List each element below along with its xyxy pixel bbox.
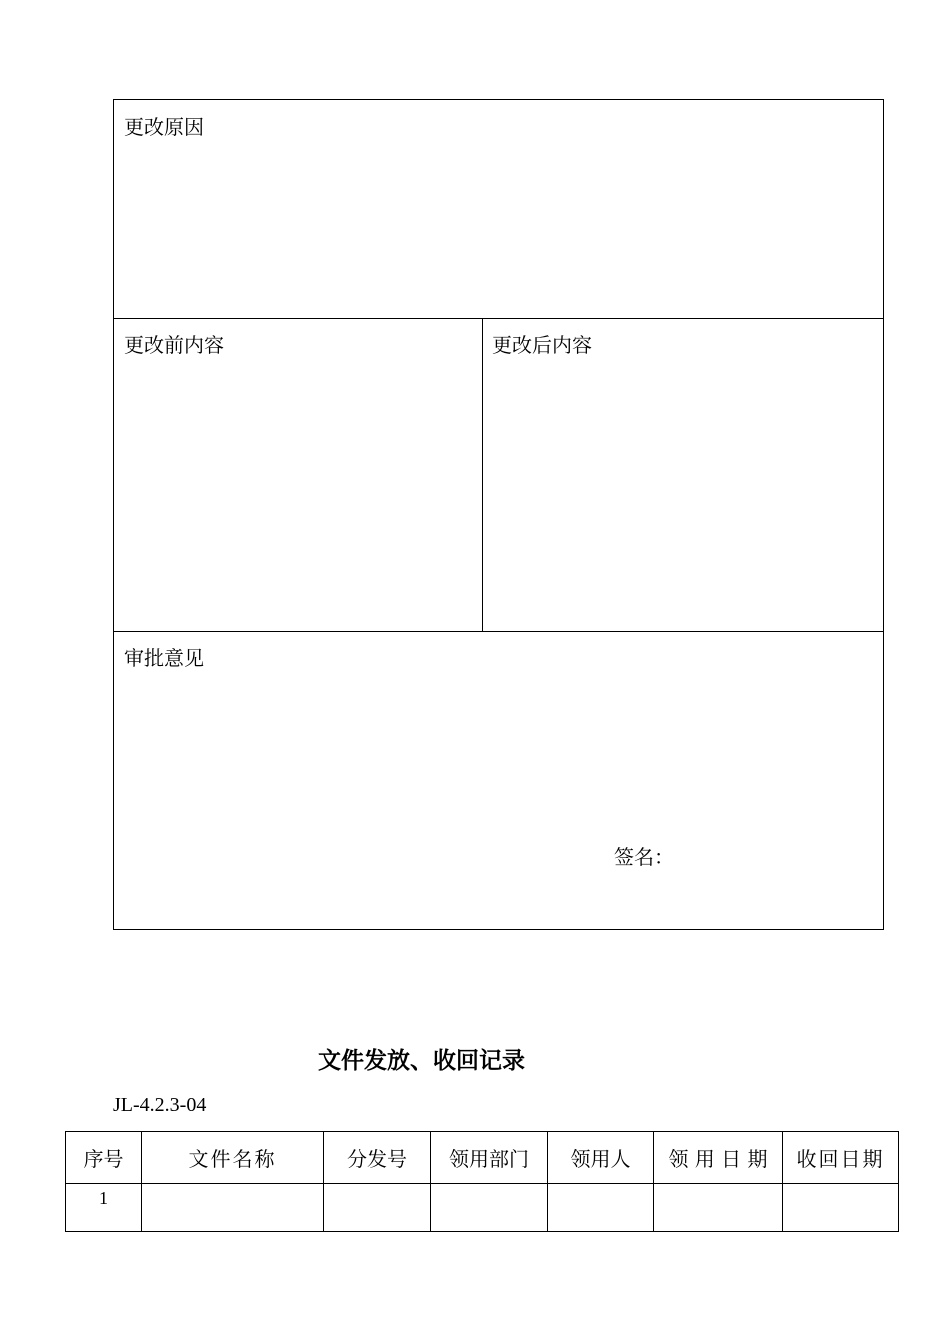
signature-label: 签名： xyxy=(614,845,674,869)
header-cell-department: 领用部门 xyxy=(431,1132,548,1184)
table-cell[interactable] xyxy=(654,1184,783,1232)
after-content-label: 更改后内容 xyxy=(492,333,592,357)
before-content-label: 更改前内容 xyxy=(124,333,224,357)
header-cell-recipient: 领用人 xyxy=(548,1132,654,1184)
reason-label: 更改原因 xyxy=(124,115,204,139)
divider xyxy=(114,631,883,632)
table-cell[interactable] xyxy=(142,1184,324,1232)
record-title: 文件发放、收回记录 xyxy=(318,1048,525,1074)
table-cell[interactable] xyxy=(324,1184,431,1232)
header-cell-return-date: 收回日期 xyxy=(783,1132,899,1184)
change-form xyxy=(113,99,884,930)
header-cell-file-name: 文件名称 xyxy=(142,1132,324,1184)
table-cell: 1 xyxy=(66,1184,142,1232)
distribution-record-table xyxy=(65,1131,899,1232)
divider xyxy=(114,318,883,319)
table-cell[interactable] xyxy=(548,1184,654,1232)
header-cell-index: 序号 xyxy=(66,1132,142,1184)
table-cell[interactable] xyxy=(431,1184,548,1232)
table-row xyxy=(66,1184,899,1232)
column-divider xyxy=(482,318,483,631)
header-cell-distribution-no: 分发号 xyxy=(324,1132,431,1184)
header-cell-receive-date: 领 用 日 期 xyxy=(654,1132,783,1184)
table-header-row xyxy=(66,1132,899,1184)
record-code: JL-4.2.3-04 xyxy=(113,1094,207,1116)
approval-opinion-label: 审批意见 xyxy=(124,646,204,670)
table-cell[interactable] xyxy=(783,1184,899,1232)
